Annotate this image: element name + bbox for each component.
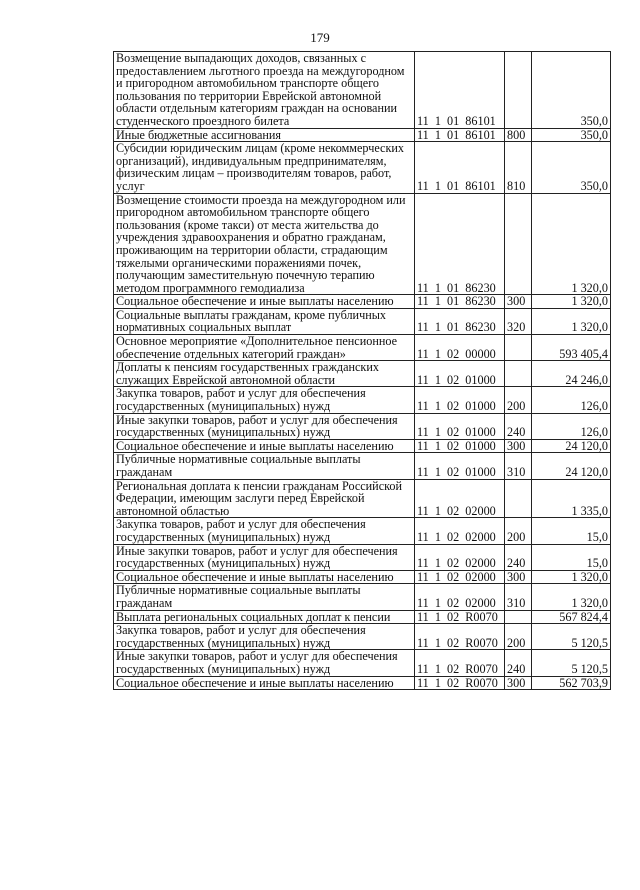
name-cell: Социальное обеспечение и иные выплаты населению	[114, 439, 415, 453]
table-row	[114, 650, 611, 676]
expense-type-cell	[505, 335, 532, 361]
table-row	[114, 413, 611, 439]
table-row	[114, 479, 611, 518]
amount-cell: 1 320,0	[532, 570, 611, 584]
name-cell: Закупка товаров, работ и услуг для обеспечения государственных (муниципальных) нужд	[114, 518, 415, 544]
code-cell: 11 1 02 R0070	[415, 650, 505, 676]
table-row	[114, 610, 611, 624]
name-cell: Субсидии юридическим лицам (кроме некоммерческих организаций), индивидуальным предпринимателям, физическим лицам – производителям товаров, работ, услуг	[114, 142, 415, 193]
code-cell: 11 1 02 R0070	[415, 676, 505, 690]
code-cell: 11 1 02 02000	[415, 544, 505, 570]
table-row	[114, 295, 611, 309]
expense-type-cell	[505, 479, 532, 518]
expense-type-cell: 810	[505, 142, 532, 193]
table-row	[114, 676, 611, 690]
name-cell: Выплата региональных социальных доплат к пенсии	[114, 610, 415, 624]
expense-type-cell	[505, 610, 532, 624]
page-number: 179	[310, 30, 330, 45]
code-cell: 11 1 02 01000	[415, 439, 505, 453]
table-row	[114, 308, 611, 334]
code-cell: 11 1 02 01000	[415, 361, 505, 387]
table-row	[114, 453, 611, 479]
amount-cell: 126,0	[532, 387, 611, 413]
code-cell: 11 1 01 86101	[415, 52, 505, 129]
budget-table	[113, 51, 611, 690]
amount-cell: 350,0	[532, 142, 611, 193]
amount-cell: 1 320,0	[532, 308, 611, 334]
expense-type-cell: 300	[505, 439, 532, 453]
table-row	[114, 570, 611, 584]
code-cell: 11 1 02 R0070	[415, 610, 505, 624]
amount-cell: 1 320,0	[532, 584, 611, 610]
amount-cell: 24 246,0	[532, 361, 611, 387]
name-cell: Социальное обеспечение и иные выплаты населению	[114, 570, 415, 584]
name-cell: Публичные нормативные социальные выплаты гражданам	[114, 584, 415, 610]
table-row	[114, 193, 611, 295]
name-cell: Основное мероприятие «Дополнительное пенсионное обеспечение отдельных категорий граждан»	[114, 335, 415, 361]
expense-type-cell: 800	[505, 128, 532, 142]
expense-type-cell: 320	[505, 308, 532, 334]
expense-type-cell: 310	[505, 453, 532, 479]
name-cell: Доплаты к пенсиям государственных гражданских служащих Еврейской автономной области	[114, 361, 415, 387]
amount-cell: 15,0	[532, 544, 611, 570]
expense-type-cell: 300	[505, 570, 532, 584]
amount-cell: 24 120,0	[532, 453, 611, 479]
table-row	[114, 335, 611, 361]
table-row	[114, 361, 611, 387]
budget-table-body	[114, 52, 611, 690]
table-row	[114, 544, 611, 570]
code-cell: 11 1 02 02000	[415, 584, 505, 610]
amount-cell: 5 120,5	[532, 650, 611, 676]
amount-cell: 5 120,5	[532, 624, 611, 650]
table-row	[114, 128, 611, 142]
code-cell: 11 1 02 00000	[415, 335, 505, 361]
amount-cell: 593 405,4	[532, 335, 611, 361]
code-cell: 11 1 02 02000	[415, 518, 505, 544]
expense-type-cell: 200	[505, 624, 532, 650]
expense-type-cell	[505, 193, 532, 295]
name-cell: Социальные выплаты гражданам, кроме публичных нормативных социальных выплат	[114, 308, 415, 334]
amount-cell: 15,0	[532, 518, 611, 544]
name-cell: Иные бюджетные ассигнования	[114, 128, 415, 142]
expense-type-cell: 240	[505, 650, 532, 676]
table-row	[114, 387, 611, 413]
name-cell: Социальное обеспечение и иные выплаты населению	[114, 676, 415, 690]
name-cell: Закупка товаров, работ и услуг для обеспечения государственных (муниципальных) нужд	[114, 624, 415, 650]
code-cell: 11 1 02 02000	[415, 570, 505, 584]
amount-cell: 562 703,9	[532, 676, 611, 690]
table-row	[114, 518, 611, 544]
expense-type-cell: 240	[505, 544, 532, 570]
name-cell: Возмещение стоимости проезда на междугородном или пригородном автомобильном транспорте общего пользования (кроме такси) от места жительства до учреждения здравоохранения и обратно гражданам, проживающим на территории области, страдающим тяжелыми органическими поражениями почек, получающим заместительную почечную терапию методом программного гемодиализа	[114, 193, 415, 295]
amount-cell: 1 320,0	[532, 295, 611, 309]
amount-cell: 567 824,4	[532, 610, 611, 624]
code-cell: 11 1 02 01000	[415, 453, 505, 479]
amount-cell: 1 335,0	[532, 479, 611, 518]
name-cell: Возмещение выпадающих доходов, связанных с предоставлением льготного проезда на междугородном и пригородном автомобильном транспорте общего пользования по территории Еврейской автономной области отдельным категориям граждан на основании студенческого проездного билета	[114, 52, 415, 129]
expense-type-cell: 240	[505, 413, 532, 439]
table-row	[114, 624, 611, 650]
expense-type-cell: 200	[505, 518, 532, 544]
amount-cell: 350,0	[532, 52, 611, 129]
code-cell: 11 1 01 86230	[415, 295, 505, 309]
code-cell: 11 1 01 86101	[415, 142, 505, 193]
code-cell: 11 1 01 86230	[415, 308, 505, 334]
code-cell: 11 1 02 R0070	[415, 624, 505, 650]
expense-type-cell: 300	[505, 295, 532, 309]
amount-cell: 126,0	[532, 413, 611, 439]
table-row	[114, 584, 611, 610]
table-row	[114, 439, 611, 453]
code-cell: 11 1 02 02000	[415, 479, 505, 518]
table-row	[114, 142, 611, 193]
table-row	[114, 52, 611, 129]
code-cell: 11 1 02 01000	[415, 413, 505, 439]
code-cell: 11 1 02 01000	[415, 387, 505, 413]
code-cell: 11 1 01 86101	[415, 128, 505, 142]
amount-cell: 1 320,0	[532, 193, 611, 295]
name-cell: Иные закупки товаров, работ и услуг для обеспечения государственных (муниципальных) нужд	[114, 650, 415, 676]
expense-type-cell: 300	[505, 676, 532, 690]
expense-type-cell: 310	[505, 584, 532, 610]
name-cell: Иные закупки товаров, работ и услуг для обеспечения государственных (муниципальных) нужд	[114, 413, 415, 439]
amount-cell: 350,0	[532, 128, 611, 142]
name-cell: Социальное обеспечение и иные выплаты населению	[114, 295, 415, 309]
expense-type-cell	[505, 361, 532, 387]
expense-type-cell	[505, 52, 532, 129]
expense-type-cell: 200	[505, 387, 532, 413]
name-cell: Закупка товаров, работ и услуг для обеспечения государственных (муниципальных) нужд	[114, 387, 415, 413]
code-cell: 11 1 01 86230	[415, 193, 505, 295]
name-cell: Региональная доплата к пенсии гражданам Российской Федерации, имеющим заслуги перед Еврейской автономной областью	[114, 479, 415, 518]
name-cell: Публичные нормативные социальные выплаты гражданам	[114, 453, 415, 479]
amount-cell: 24 120,0	[532, 439, 611, 453]
name-cell: Иные закупки товаров, работ и услуг для обеспечения государственных (муниципальных) нужд	[114, 544, 415, 570]
